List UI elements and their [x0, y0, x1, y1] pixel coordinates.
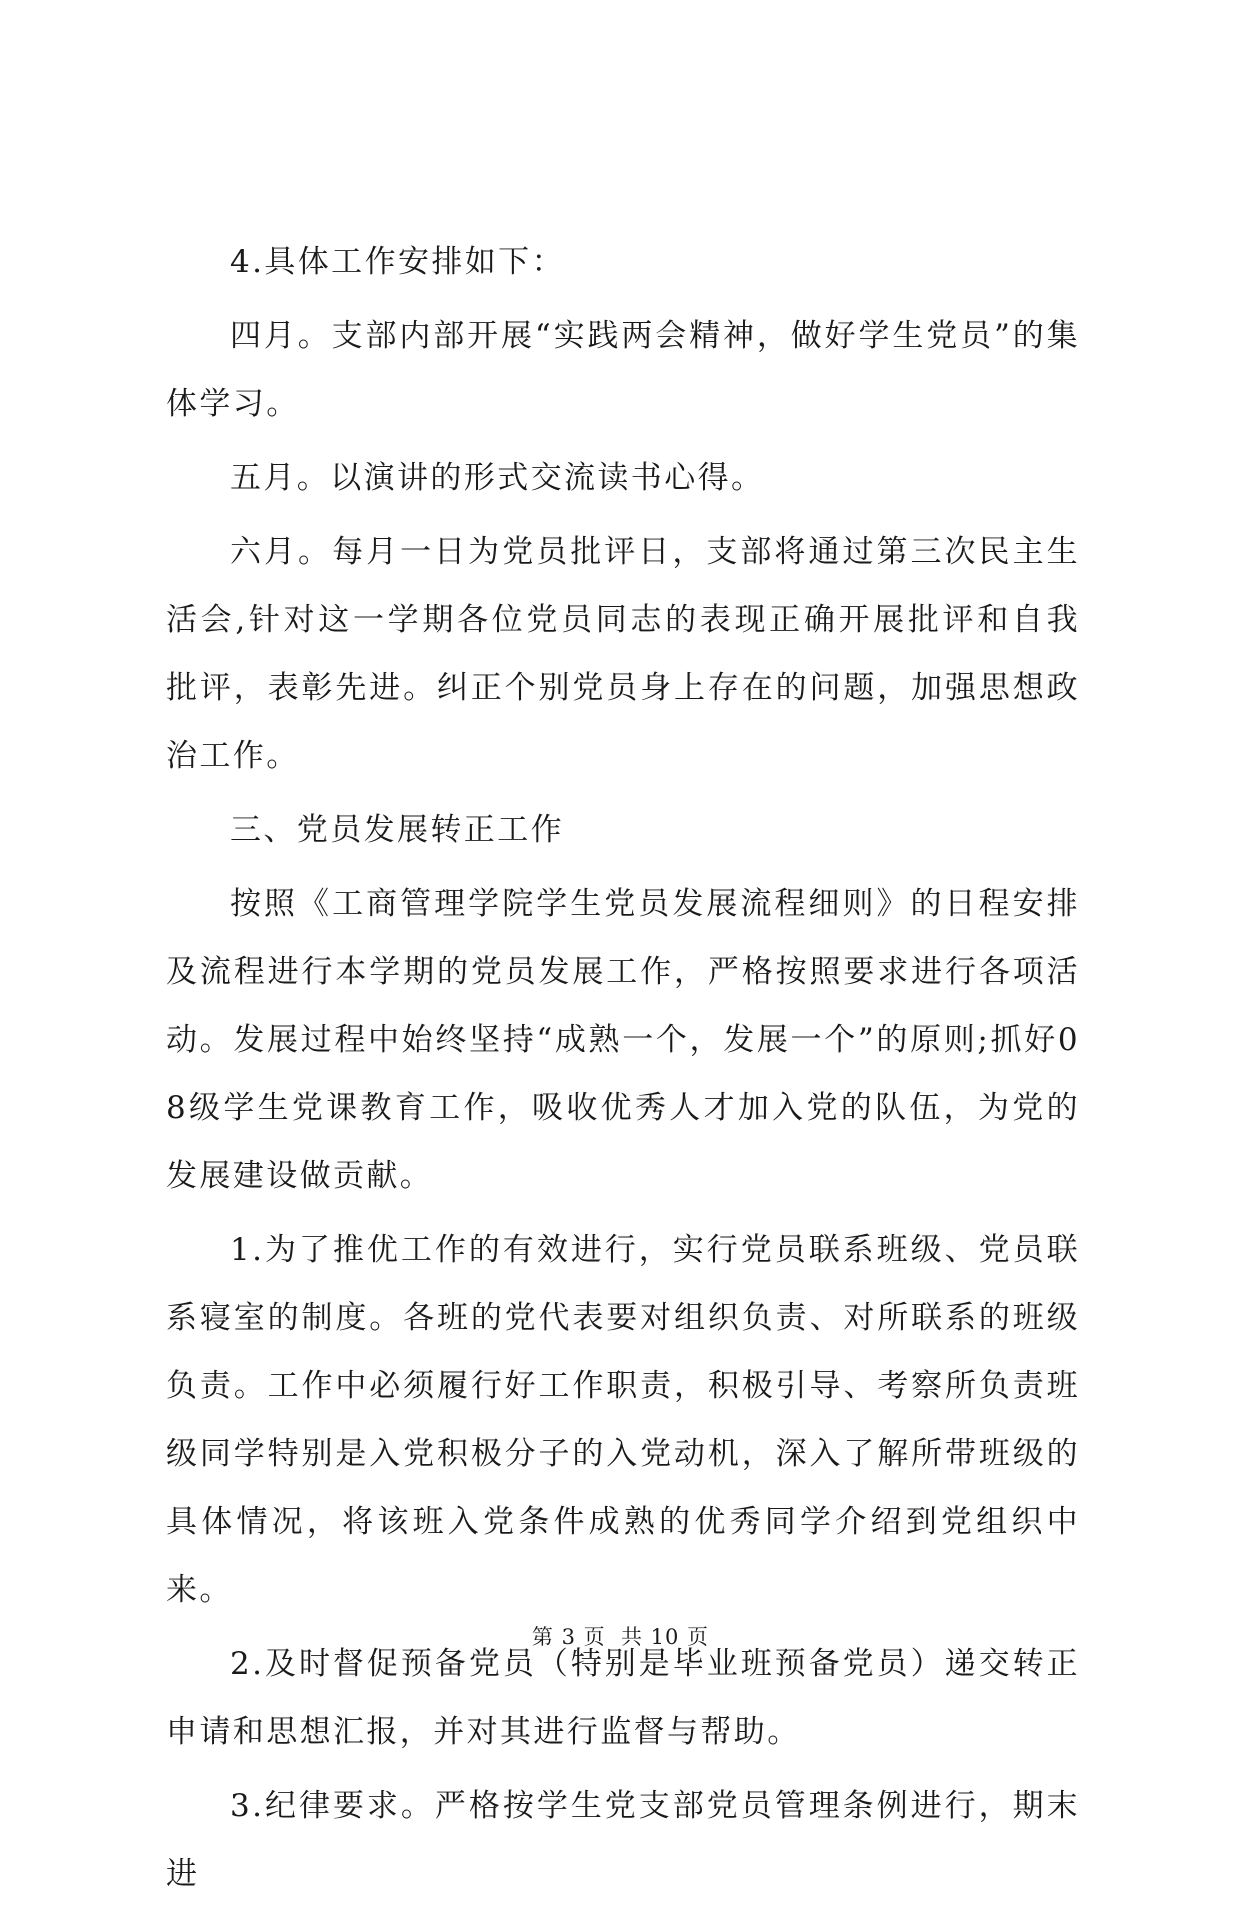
section-heading-party-development: 三、党员发展转正工作: [230, 812, 564, 848]
page-footer: [0, 1621, 1241, 1651]
paragraph-item-3: 3.纪律要求。严格按学生党支部党员管理条例进行，期末进: [166, 1788, 1080, 1892]
paragraph-item-2: 2.及时督促预备党员（特别是毕业班预备党员）递交转正申请和思想汇报，并对其进行监督与帮助。: [166, 1646, 1080, 1750]
paragraph-april: 四月。支部内部开展“实践两会精神，做好学生党员”的集体学习。: [166, 318, 1080, 422]
page-number: 第 3 页 共 10 页: [531, 1625, 710, 1649]
document-body: [166, 228, 1080, 1914]
paragraph-item-1: 1.为了推优工作的有效进行，实行党员联系班级、党员联系寝室的制度。各班的党代表要对组织负责、对所联系的班级负责。工作中必须履行好工作职责，积极引导、考察所负责班级同学特别是入党积极分子的入党动机，深入了解所带班级的具体情况，将该班入党条件成熟的优秀同学介绍到党组织中来。: [166, 1232, 1080, 1608]
paragraph-june: 六月。每月一日为党员批评日，支部将通过第三次民主生活会,针对这一学期各位党员同志的表现正确开展批评和自我批评，表彰先进。纠正个别党员身上存在的问题，加强思想政治工作。: [166, 534, 1080, 774]
paragraph-may: 五月。以演讲的形式交流读书心得。: [230, 460, 765, 496]
paragraph-development-process: 按照《工商管理学院学生党员发展流程细则》的日程安排及流程进行本学期的党员发展工作，严格按照要求进行各项活动。发展过程中始终坚持“成熟一个，发展一个”的原则;抓好08级学生党课教育工作，吸收优秀人才加入党的队伍，为党的发展建设做贡献。: [166, 886, 1080, 1194]
paragraph-work-arrangement: 4.具体工作安排如下：: [230, 244, 565, 280]
